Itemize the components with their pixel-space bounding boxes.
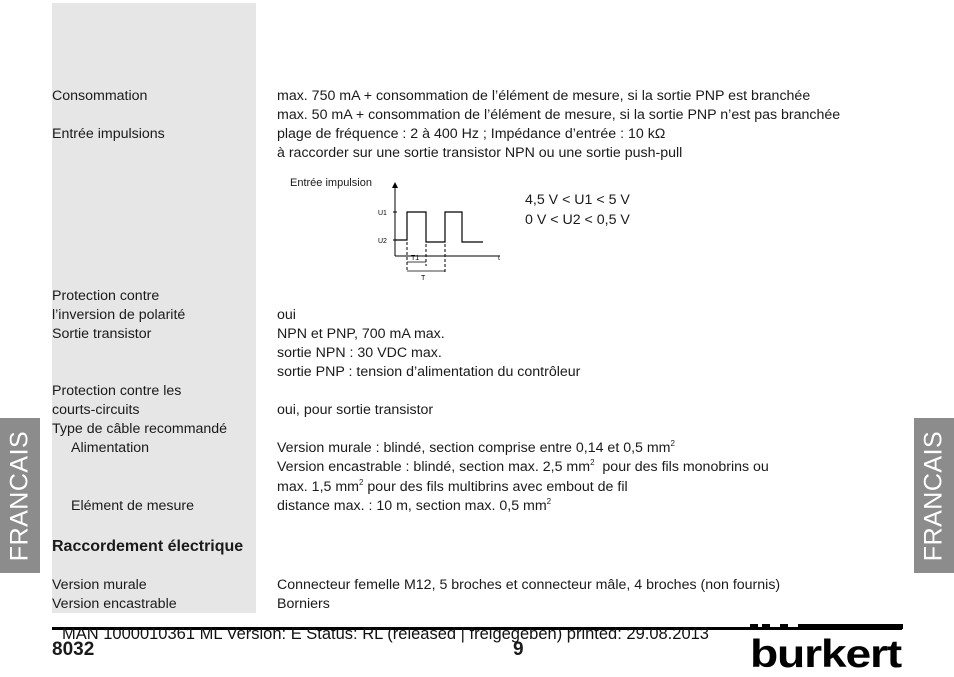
spec-value: NPN et PNP, 700 mA max. [277, 326, 445, 342]
spec-value: distance max. : 10 m, section max. 0,5 $mm^2$ [277, 497, 552, 514]
pulse-signal [395, 212, 483, 242]
model-number: 8032 [52, 639, 95, 660]
language-tab-label: FRANCAIS [919, 430, 948, 561]
spec-label: Consommation [52, 88, 148, 104]
spec-label: Sortie transistor [52, 326, 152, 342]
spec-label: Entrée impulsions [52, 126, 165, 142]
spec-label: Protection contre [52, 288, 160, 304]
spec-value: max. 50 mA + consommation de l’élément de mesure, si la sortie PNP n’est pas branchée [277, 107, 841, 123]
diagram-title: Entrée impulsion [290, 177, 372, 189]
language-tab-left [0, 418, 40, 573]
logo-text: burkert [750, 633, 903, 670]
spec-value: Connecteur femelle M12, 5 broches et connecteur mâle, 4 broches (non fournis) [277, 577, 781, 593]
spec-label: Version murale [52, 577, 147, 593]
language-tab-label: FRANCAIS [5, 430, 34, 561]
spec-label: l’inversion de polarité [52, 307, 186, 323]
diagram-t: T [421, 275, 426, 282]
spec-value: Version encastrable : blindé, section max. 2,5 $mm^2$ pour des fils monobrins ou [277, 458, 769, 475]
spec-value: Version murale : blindé, section comprise entre 0,14 et 0,5 $mm^2$ [277, 439, 675, 456]
section-title: Raccordement électrique [52, 538, 244, 555]
release-stamp: MAN 1000010361 ML Version: E Status: RL (released | freigegeben) printed: 29.08.2013 [62, 625, 709, 643]
burkert-logo [750, 622, 903, 670]
spec-label: courts-circuits [52, 402, 140, 418]
diagram-u1: U1 [378, 210, 387, 217]
spec-value: max. 750 mA + consommation de l’élément de mesure, si la sortie PNP est branchée [277, 88, 811, 104]
spec-label: Elément de mesure [71, 498, 195, 514]
page-number: 9 [513, 639, 524, 660]
spec-label: Type de câble recommandé [52, 421, 228, 437]
spec-label: Alimentation [71, 440, 150, 456]
spec-value: à raccorder sur une sortie transistor NPN ou une sortie push-pull [277, 145, 683, 161]
diagram-t1: T1 [411, 255, 420, 262]
spec-label: Protection contre les [52, 383, 182, 399]
spec-value: Borniers [277, 596, 330, 612]
language-tab-right [914, 418, 954, 573]
diagram-t-axis: t [498, 255, 500, 262]
voltage-condition-u1: 4,5 V < U1 < 5 V [525, 192, 630, 208]
spec-value: sortie PNP : tension d’alimentation du contrôleur [277, 364, 581, 380]
spec-value: oui, pour sortie transistor [277, 402, 434, 418]
pulse-input-diagram [290, 172, 520, 284]
spec-value: max. 1,5 $mm^2$ pour des fils multibrins avec embout de fil [277, 478, 628, 495]
voltage-condition-u2: 0 V < U2 < 0,5 V [525, 212, 630, 228]
diagram-u2: U2 [378, 238, 387, 245]
spec-value: sortie NPN : 30 VDC max. [277, 345, 442, 361]
spec-value: plage de fréquence : 2 à 400 Hz ; Impédance d’entrée : 10 kΩ [277, 126, 666, 142]
spec-value: oui [277, 307, 296, 323]
spec-label: Version encastrable [52, 596, 177, 612]
